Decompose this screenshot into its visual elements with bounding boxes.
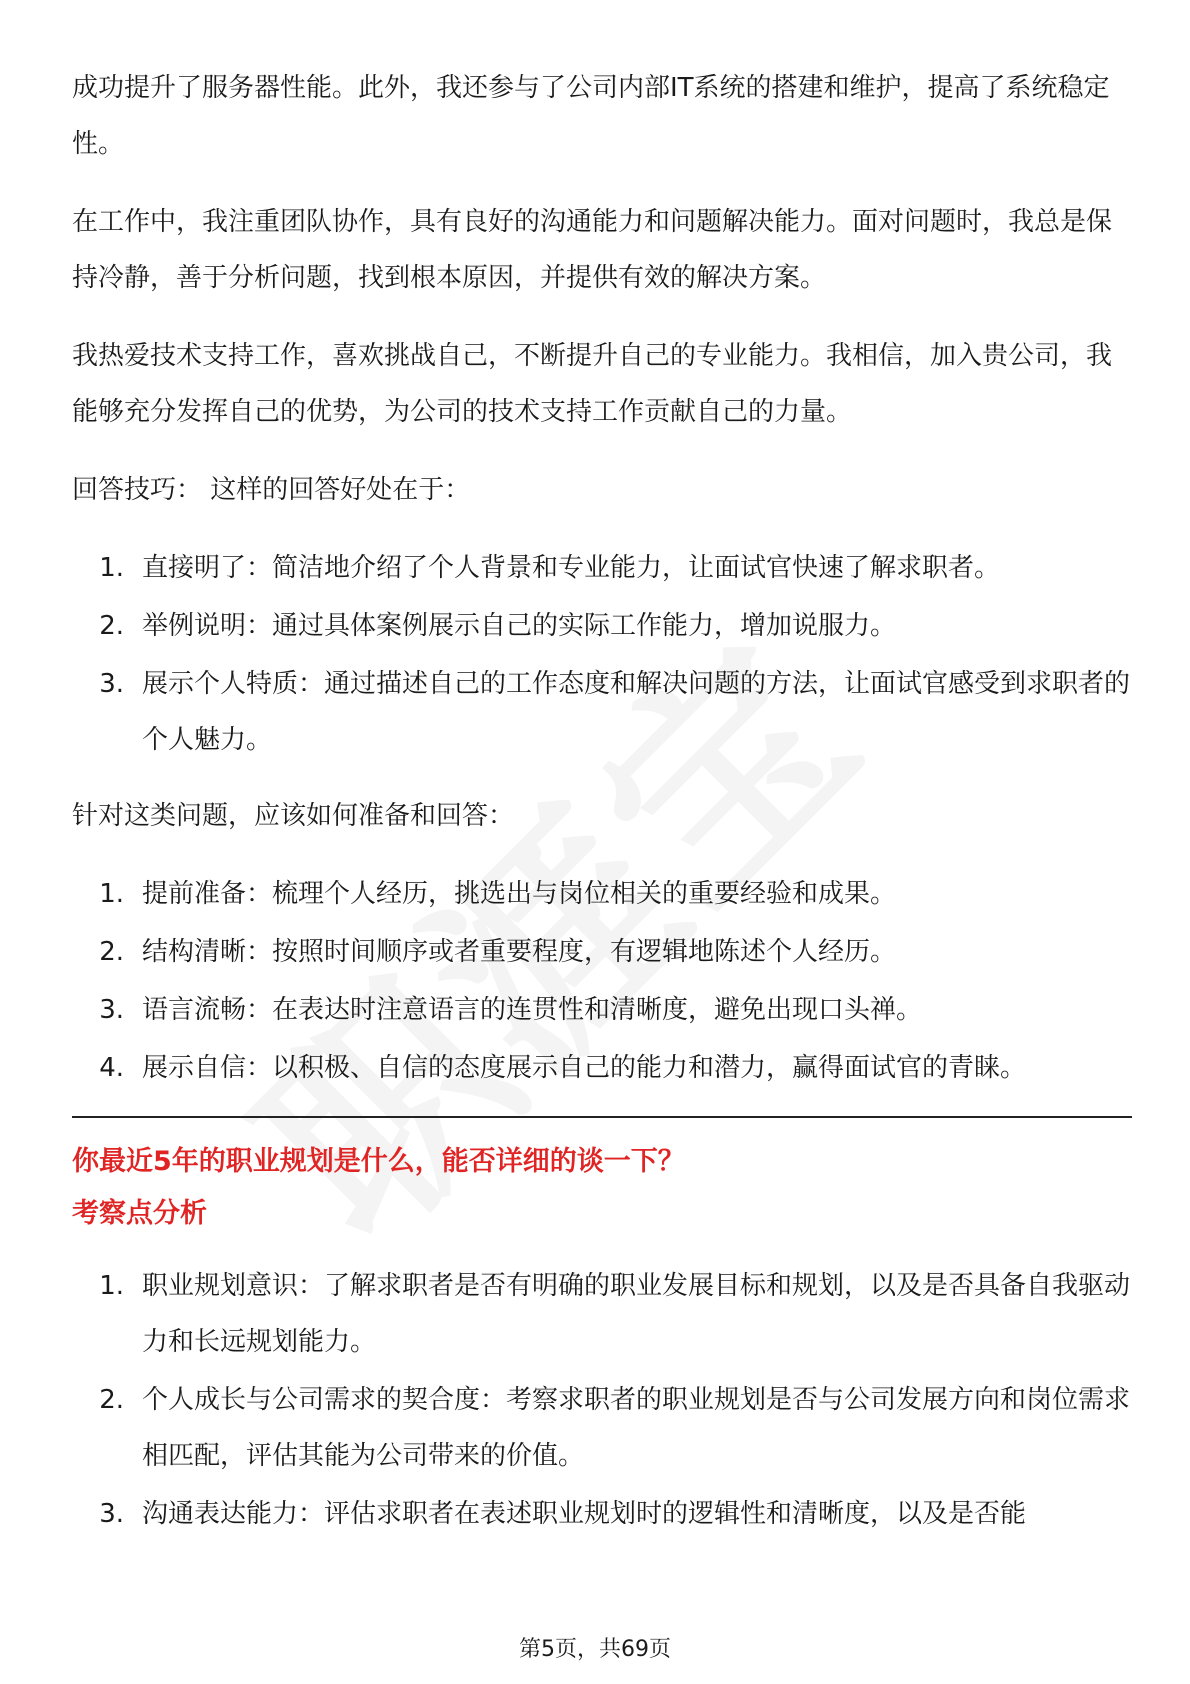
page-content — [72, 60, 1132, 1562]
page-footer: 第5页，共69页 — [519, 1637, 671, 1662]
list-number: 4. — [99, 1053, 124, 1083]
list-item — [72, 1040, 1132, 1096]
question-heading: 你最近5年的职业规划是什么，能否详细的谈一下？ — [72, 1146, 685, 1177]
list-number: 1. — [99, 553, 124, 583]
list-text: 沟通表达能力：评估求职者在表述职业规划时的逻辑性和清晰度，以及是否能 — [142, 1499, 1027, 1529]
list-number: 3. — [99, 669, 124, 699]
list-item — [72, 1258, 1132, 1370]
paragraph: 在工作中，我注重团队协作，具有良好的沟通能力和问题解决能力。面对问题时，我总是保持冷静，善于分析问题，找到根本原因，并提供有效的解决方案。 — [72, 207, 1113, 293]
list-number: 2. — [99, 611, 124, 641]
section-divider — [72, 1116, 1132, 1118]
prep-heading: 针对这类问题，应该如何准备和回答： — [72, 801, 515, 831]
analysis-heading: 考察点分析 — [72, 1198, 207, 1229]
list-item — [72, 866, 1132, 922]
list-text: 结构清晰：按照时间顺序或者重要程度，有逻辑地陈述个人经历。 — [142, 937, 897, 967]
list-item — [72, 598, 1132, 654]
list-item — [72, 1372, 1132, 1484]
list-text: 语言流畅：在表达时注意语言的连贯性和清晰度，避免出现口头禅。 — [142, 995, 923, 1025]
list-item — [72, 924, 1132, 980]
list-number: 2. — [99, 937, 124, 967]
list-number: 3. — [99, 995, 124, 1025]
list-text: 个人成长与公司需求的契合度：考察求职者的职业规划是否与公司发展方向和岗位需求相匹配，评估其能为公司带来的价值。 — [142, 1385, 1131, 1471]
list-text: 直接明了：简洁地介绍了个人背景和专业能力，让面试官快速了解求职者。 — [142, 553, 1001, 583]
list-number: 1. — [99, 1271, 124, 1301]
paragraph: 我热爱技术支持工作，喜欢挑战自己，不断提升自己的专业能力。我相信，加入贵公司，我能够充分发挥自己的优势，为公司的技术支持工作贡献自己的力量。 — [72, 341, 1113, 427]
list-item — [72, 656, 1132, 768]
list-text: 展示自信：以积极、自信的态度展示自己的能力和潜力，赢得面试官的青睐。 — [142, 1053, 1027, 1083]
list-item — [72, 982, 1132, 1038]
list-number: 1. — [99, 879, 124, 909]
list-text: 举例说明：通过具体案例展示自己的实际工作能力，增加说服力。 — [142, 611, 897, 641]
tips-heading: 回答技巧： 这样的回答好处在于： — [72, 475, 471, 505]
tips-list — [72, 540, 1132, 768]
analysis-list — [72, 1258, 1132, 1542]
list-text: 职业规划意识：了解求职者是否有明确的职业发展目标和规划，以及是否具备自我驱动力和长远规划能力。 — [142, 1271, 1131, 1357]
list-text: 提前准备：梳理个人经历，挑选出与岗位相关的重要经验和成果。 — [142, 879, 897, 909]
list-item — [72, 1486, 1132, 1542]
list-item — [72, 540, 1132, 596]
paragraph: 成功提升了服务器性能。此外，我还参与了公司内部IT系统的搭建和维护，提高了系统稳定性。 — [72, 73, 1110, 159]
prep-list — [72, 866, 1132, 1096]
list-number: 2. — [99, 1385, 124, 1415]
list-number: 3. — [99, 1499, 124, 1529]
list-text: 展示个人特质：通过描述自己的工作态度和解决问题的方法，让面试官感受到求职者的个人魅力。 — [142, 669, 1131, 755]
